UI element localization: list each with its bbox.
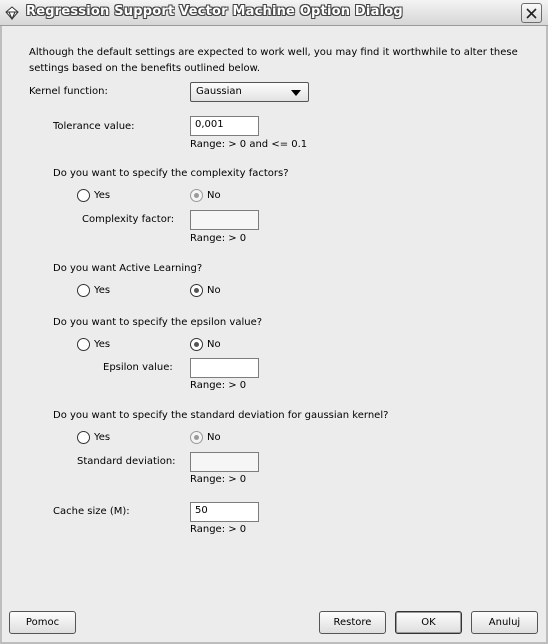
active-learning-no-radio[interactable] [190, 284, 203, 297]
std-dev-no-radio[interactable] [190, 431, 203, 444]
epsilon-value-input[interactable] [190, 358, 259, 378]
kernel-function-select[interactable] [190, 82, 309, 102]
cancel-button[interactable]: Anuluj [471, 611, 538, 634]
tolerance-input[interactable]: 0,001 [190, 116, 259, 136]
epsilon-range: Range: > 0 [190, 380, 247, 391]
std-dev-label: Standard deviation: [77, 456, 176, 467]
complexity-yes-label: Yes [94, 190, 111, 201]
epsilon-yes-label: Yes [94, 339, 111, 350]
kernel-function-label: Kernel function: [29, 86, 108, 97]
active-learning-yes-label: Yes [94, 285, 111, 296]
title-bar[interactable] [0, 0, 548, 26]
close-icon [526, 8, 537, 19]
intro-text-line-2: settings based on the benefits outlined below. [29, 63, 261, 74]
std-dev-input[interactable] [190, 452, 259, 472]
complexity-range: Range: > 0 [190, 233, 247, 244]
chevron-down-icon [291, 90, 301, 96]
close-button[interactable] [521, 3, 542, 23]
ok-button[interactable]: OK [395, 611, 462, 634]
help-button[interactable]: Pomoc [9, 611, 76, 634]
epsilon-value-label: Epsilon value: [103, 362, 173, 373]
complexity-factor-label: Complexity factor: [82, 214, 175, 225]
std-dev-no-label: No [207, 432, 221, 443]
std-dev-question: Do you want to specify the standard deviation for gaussian kernel? [53, 410, 389, 421]
complexity-question: Do you want to specify the complexity factors? [53, 168, 289, 179]
tolerance-label: Tolerance value: [53, 121, 135, 132]
intro-text-line-1: Although the default settings are expected to work well, you may find it worthwhile to alter these [29, 47, 518, 58]
restore-button[interactable]: Restore [319, 611, 386, 634]
std-dev-range: Range: > 0 [190, 474, 247, 485]
epsilon-yes-radio[interactable] [77, 338, 90, 351]
diamond-app-icon [5, 6, 19, 20]
active-learning-yes-radio[interactable] [77, 284, 90, 297]
epsilon-no-radio[interactable] [190, 338, 203, 351]
active-learning-question: Do you want Active Learning? [53, 263, 203, 274]
dialog-frame [0, 26, 548, 644]
cache-size-range: Range: > 0 [190, 524, 247, 535]
cache-size-input[interactable]: 50 [190, 502, 259, 522]
complexity-factor-input[interactable] [190, 210, 259, 230]
cache-size-label: Cache size (M): [53, 506, 130, 517]
epsilon-question: Do you want to specify the epsilon value? [53, 317, 263, 328]
epsilon-no-label: No [207, 339, 221, 350]
complexity-no-radio[interactable] [190, 189, 203, 202]
std-dev-yes-label: Yes [94, 432, 111, 443]
std-dev-yes-radio[interactable] [77, 431, 90, 444]
tolerance-range: Range: > 0 and <= 0.1 [190, 139, 308, 150]
window-title: Regression Support Vector Machine Option Dialog [26, 4, 403, 19]
active-learning-no-label: No [207, 285, 221, 296]
complexity-yes-radio[interactable] [77, 189, 90, 202]
kernel-function-value: Gaussian [196, 86, 242, 97]
complexity-no-label: No [207, 190, 221, 201]
